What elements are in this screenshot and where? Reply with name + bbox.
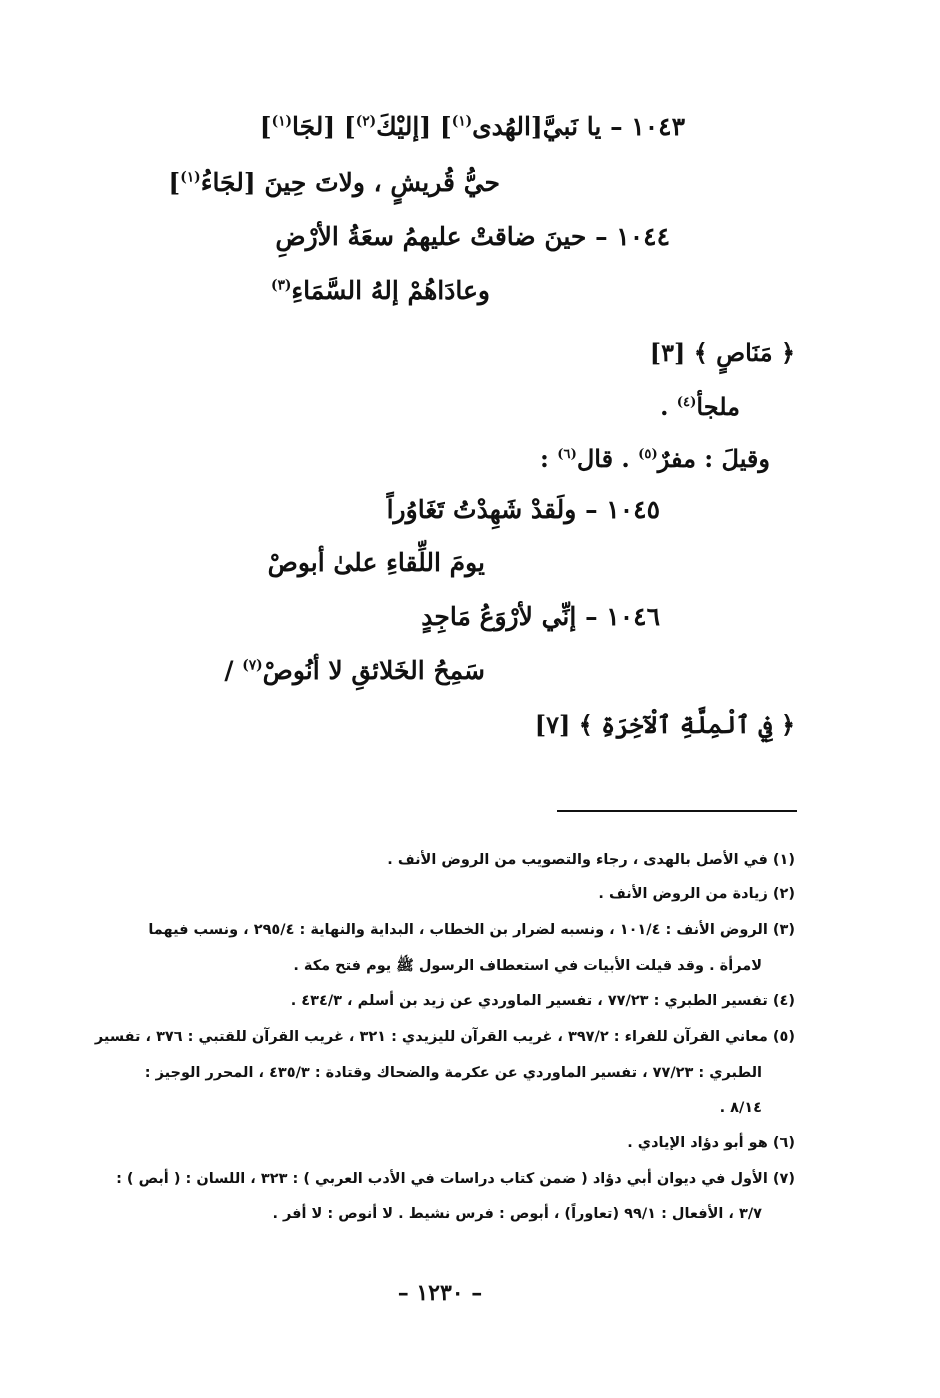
verse-number: ١٠٤٦ – [585,602,660,631]
footnote-6: (٦) هو أبو دؤاد الإيادي . [627,1135,795,1151]
gloss-text: وقيلَ : مفرٌ [657,444,770,473]
verse-1043-b [168,168,500,197]
verse-number: ١٠٤٥ – [585,495,660,524]
verse-text: حينَ ضاقتْ عليهمُ سعَةُ الأرْضِ [275,222,587,251]
verse-text: إنِّي لأرْوَعُ مَاجِدٍ [421,602,577,631]
verse-number: ١٠٤٣ – [610,112,685,141]
footnote-7: (٧) الأول في ديوان أبي دؤاد ( ضمن كتاب دراسات في الأدب العربي ) : ٣٢٣ ، اللسان : ( أبص ) : [116,1171,795,1187]
verse-text: ولَقدْ شَهِدْتُ تَغَاوُراً [386,495,577,524]
ornate-bracket-open: ﴿ [780,338,795,367]
ornate-bracket-close: ﴾ [578,710,593,739]
verse-text: حيُّ قُريشٍ ، ولاتَ حِينَ [لجَاءُ [200,168,500,197]
verse-1044-a [275,222,670,251]
footnote-ref: (٢) [355,113,377,130]
footnote-2: (٢) زيادة من الروض الأنف . [598,886,795,902]
quran-word-heading [650,338,795,367]
verse-text: سَمِحُ الخَلائقِ لا أنُوصْ [262,656,485,685]
footnote-ref: (١) [451,113,473,130]
verse-text: ] [لجَا [291,112,356,141]
verse-1046-a [421,602,660,631]
footnote-1: (١) في الأصل بالهدى ، رجاء والتصويب من الروض الأنف . [387,852,795,868]
gloss-text: . [660,392,669,421]
verse-text: ] [259,112,272,141]
gloss-line [660,392,740,421]
verse-text: وعادَاهُمْ إلهُ السَّمَاءِ [291,276,490,305]
gloss-line [540,444,770,473]
quran-phrase: فِي ٱلْمِلَّةِ ٱلْآخِرَةِ [601,710,773,739]
verse-reference: [٣] [649,338,686,367]
footnote-ref: (١) [271,113,292,130]
footnote-ref: (٤) [676,395,697,410]
footnote-ref: (٦) [557,447,577,462]
footnote-5-cont: الطبري : ٧٧/٢٣ ، تفسير الماوردي عن عكرمة والضحاك وقتادة : ٤٣٥/٣ ، المحرر الوجيز : [144,1065,762,1081]
verse-end-mark: / [224,656,234,685]
footnote-ref: (١) [180,169,201,186]
verse-text: يومَ اللِّقاءِ علىٰ أبوصْ [267,548,485,577]
gloss-text: . قال [576,444,630,473]
verse-1045-a [387,495,660,524]
verse-number: ١٠٤٤ – [595,222,670,251]
verse-text: ] [168,168,181,197]
quran-word: مَنَاصٍ [716,338,773,367]
quran-phrase-heading [535,710,795,739]
verse-text: ] [إليْكَ [376,112,452,141]
footnote-5: (٥) معاني القرآن للفراء : ٣٩٧/٢ ، غريب القرآن لليزيدي : ٣٢١ ، غريب القرآن للقتبي : ٣٧٦ ، تفسير [94,1029,795,1045]
footnote-ref: (٥) [638,447,658,462]
verse-reference: [٧] [534,710,571,739]
gloss-text: ملجأ [696,392,740,421]
verse-1044-b [271,276,490,305]
footnote-4: (٤) تفسير الطبري : ٧٧/٢٣ ، تفسير الماوردي عن زيد بن أسلم ، ٤٣٤/٣ . [290,993,795,1009]
verse-text: يا نَبيَّ[الهُدى [472,112,602,141]
page-number: – ١٢٣٠ – [397,1280,483,1306]
footnote-7-cont: ٣/٧ ، الأفعال : ٩٩/١ (تعاوراً) ، أبوص : فرس نشيط . لا أنوص : لا أفر . [272,1206,762,1222]
footnote-5-cont: ٨/١٤ . [719,1100,762,1116]
footnote-divider [557,810,797,812]
gloss-text: : [540,444,549,473]
footnote-3: (٣) الروض الأنف : ١٠١/٤ ، ونسبه لضرار بن الخطاب ، البداية والنهاية : ٢٩٥/٤ ، ونسب فيهما [148,922,795,938]
footnote-ref: (٣) [271,277,292,294]
verse-1043-a [260,112,685,141]
footnote-3-cont: لامرأة . وقد قيلت الأبيات في استعطاف الرسول ﷺ يوم فتح مكة . [293,958,762,974]
verse-1046-b [224,656,485,685]
ornate-bracket-open: ﴿ [780,710,795,739]
ornate-bracket-close: ﴾ [693,338,708,367]
verse-1045-b [268,548,485,577]
footnote-ref: (٧) [242,657,263,674]
